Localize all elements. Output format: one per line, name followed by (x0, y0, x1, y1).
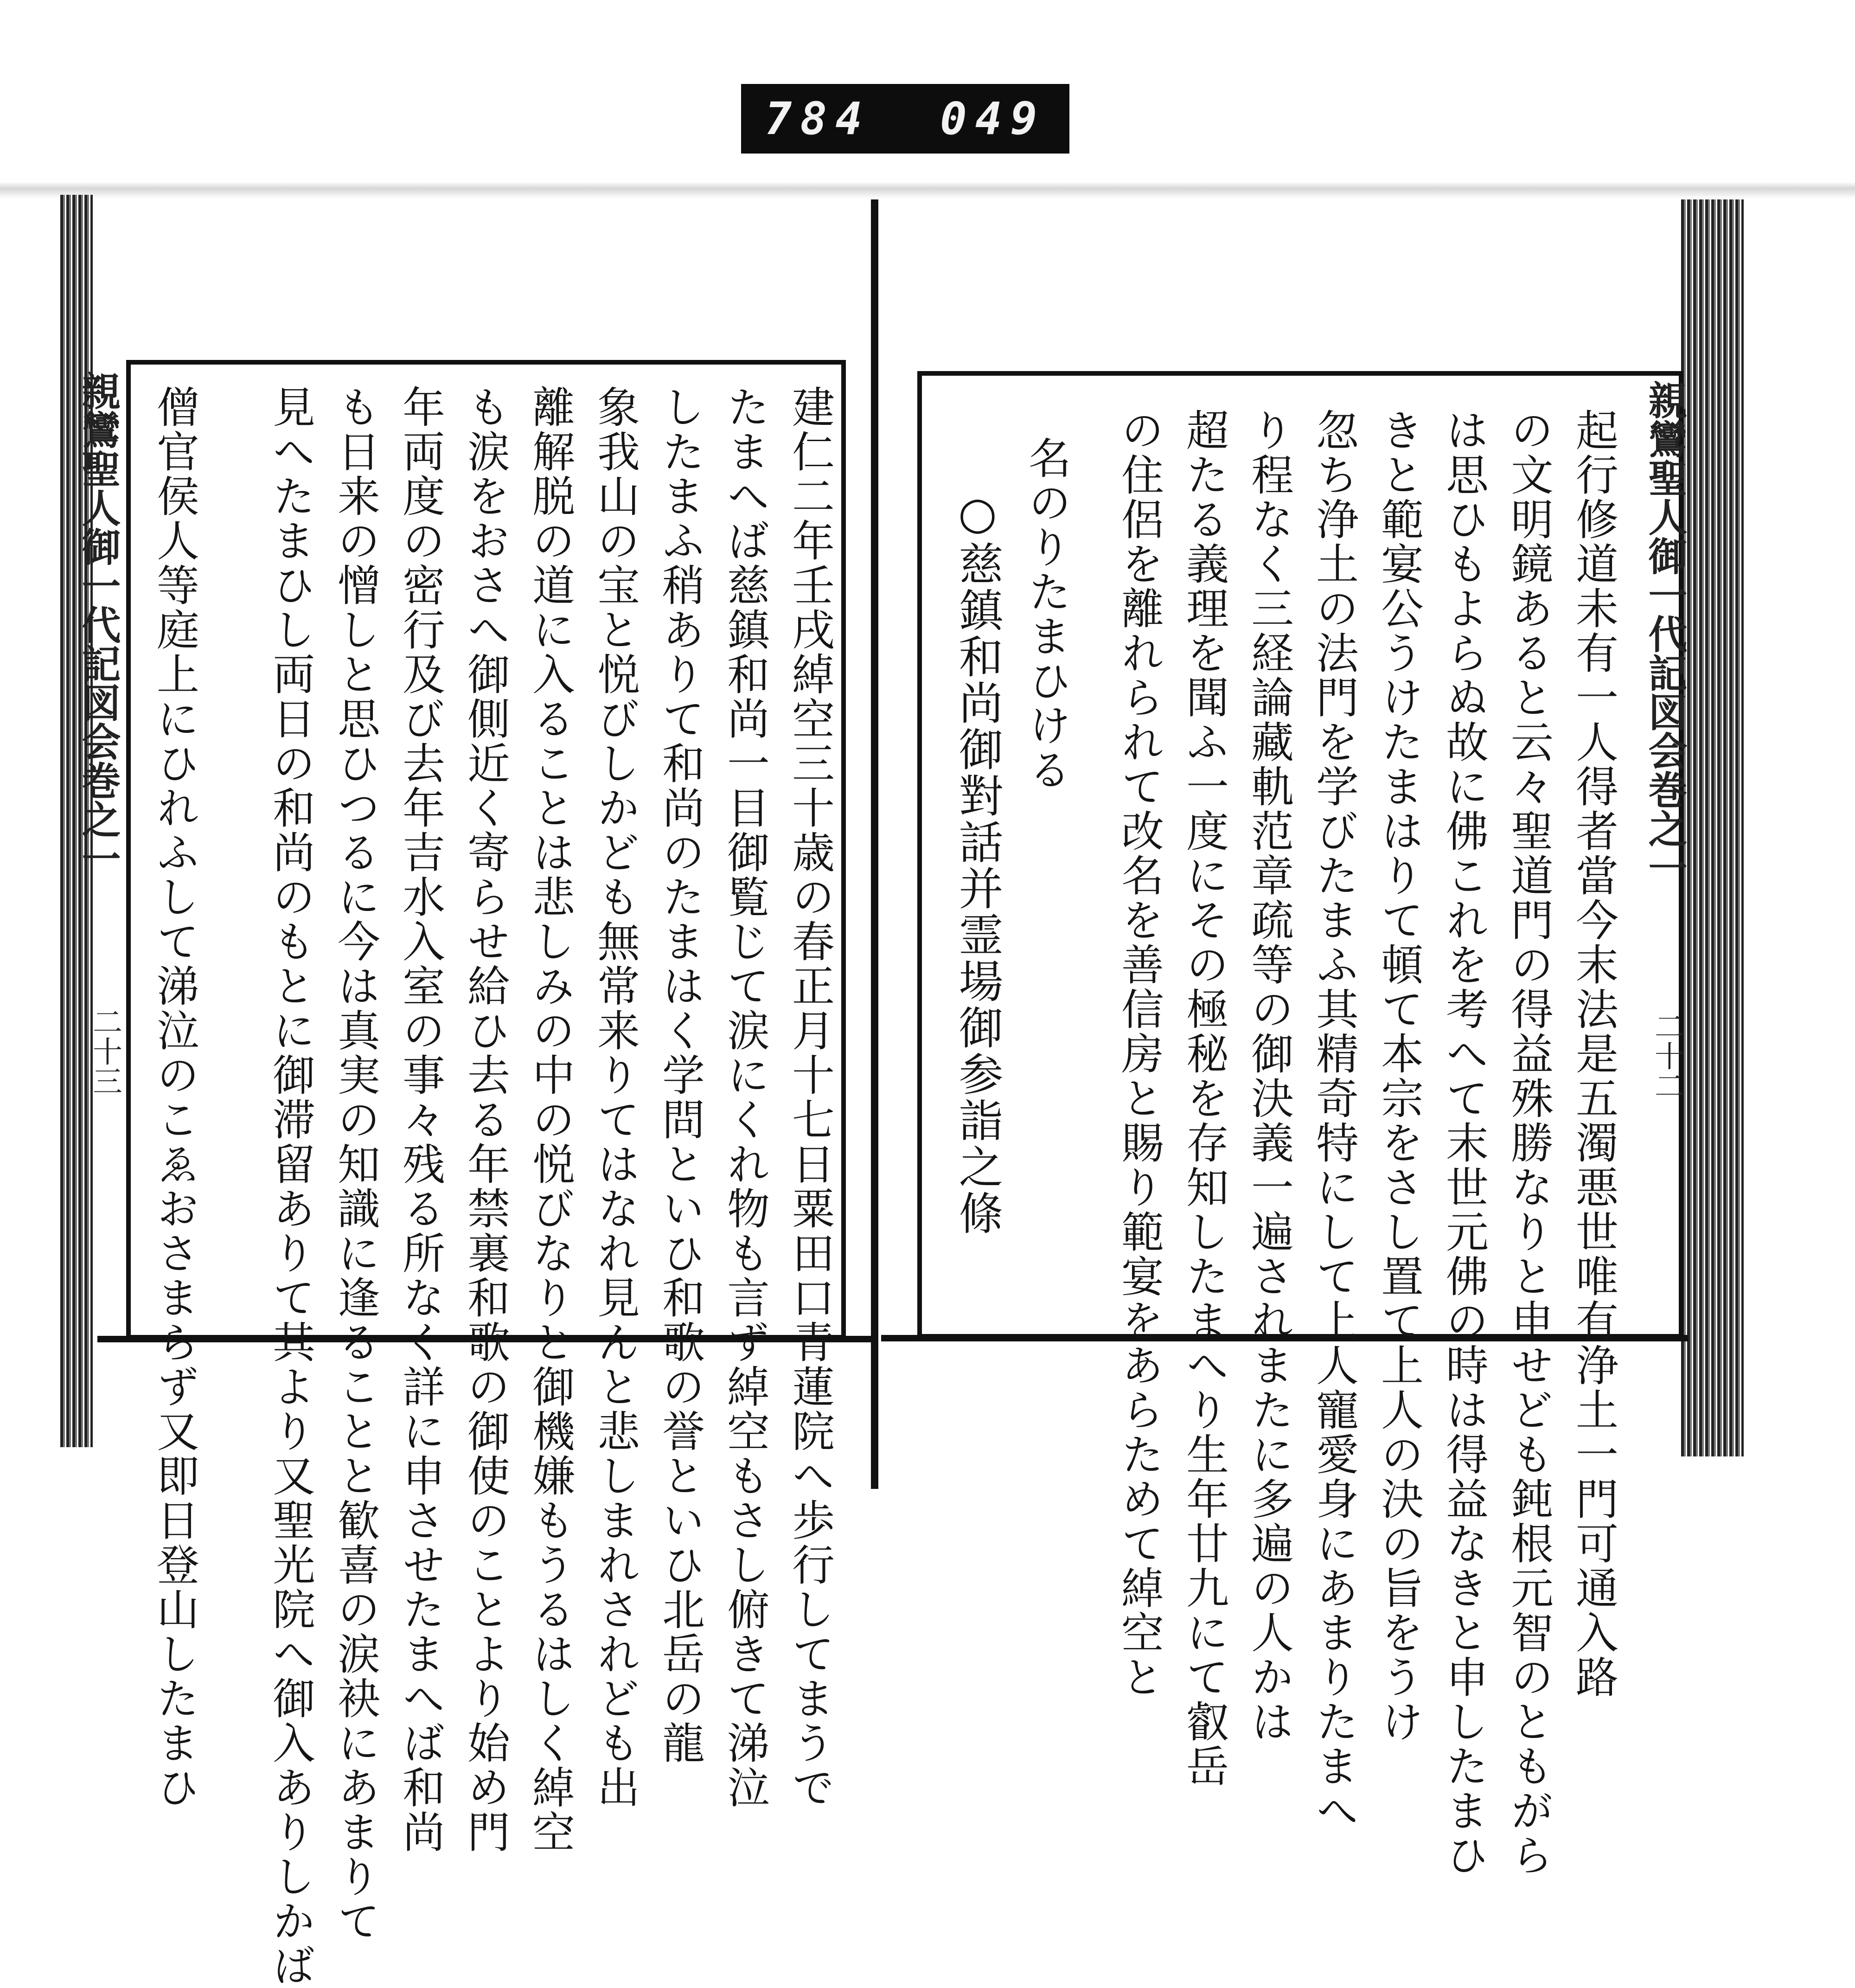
catalog-label (741, 84, 1069, 154)
right-column: り程なく三経論藏軌范章疏等の御決義一遍されまたに多遍の人かは (1244, 408, 1294, 1744)
left-column: も涙をおさへ御側近く寄らせ給ひ去る年禁裏和歌の御使のことより始め門 (461, 385, 510, 1854)
catalog-label-left: 784 (765, 93, 870, 145)
left-folio: 二十三 (88, 1007, 122, 1096)
left-column: 象我山の宝と悦びしかども無常来りてはなれ見んと悲しまれされども出 (590, 385, 640, 1810)
right-column: 超たる義理を聞ふ一度にその極秘を存知したまへり生年廿九にて叡岳 (1179, 408, 1229, 1789)
fold-shadow (0, 182, 1855, 199)
section-heading: ○慈鎮和尚御對話并霊場御参詣之條 (952, 487, 1004, 1237)
right-folio: 二十二 (1650, 1011, 1684, 1100)
right-running-head: 親鸞聖人御一代記図会巻之一 (1642, 380, 1688, 887)
right-column: 起行修道未有一人得者當今末法是五濁悪世唯有浄土一門可通入路 (1569, 408, 1618, 1699)
right-column: 名のりたまひける (1022, 436, 1071, 792)
left-column: したまふ稍ありて和尚のたまはく学問といひ和歌の誉といひ北岳の龍 (655, 385, 705, 1765)
left-column: 僧官侯人等庭上にひれふして涕泣のこゑおさまらず又即日登山したまひ (150, 385, 199, 1810)
right-column: は思ひもよらぬ故に佛これを考へて末世元佛の時は得益なきと申したまひ (1439, 408, 1489, 1878)
right-column: きと範宴公うけたまはりて頓て本宗をさし置て上人の決の旨をうけ (1374, 408, 1424, 1744)
right-column: 忽ち浄土の法門を学びたまふ其精奇特にして上人寵愛身にあまりたまへ (1309, 408, 1359, 1833)
spine-gutter (871, 199, 878, 1489)
left-column: も日来の憎しと思ひつるに今は真実の知識に逢ることと歓喜の涙袂にあまりて (331, 385, 380, 1943)
left-column: たまへば慈鎮和尚一目御覧じて涙にくれ物も言ず綽空もさし俯きて涕泣 (720, 385, 770, 1810)
left-running-head: 親鸞聖人御一代記図会巻之一 (76, 371, 122, 878)
left-column: 見へたまひし両日の和尚のもとに御滞留ありて其より又聖光院へ御入ありしかば (266, 385, 315, 1988)
catalog-label-right: 049 (940, 93, 1046, 145)
right-column: の文明鏡あると云々聖道門の得益殊勝なりと申せども鈍根元智のともがら (1504, 408, 1554, 1878)
right-column: の住侶を離れられて改名を善信房と賜り範宴をあらためて綽空と (1114, 408, 1164, 1699)
left-column: 年両度の密行及び去年吉水入室の事々残る所なく詳に申させたまへば和尚 (396, 385, 445, 1854)
left-column: 離解脱の道に入ることは悲しみの中の悦びなりと御機嫌もうるはしく綽空 (525, 385, 575, 1854)
left-column: 建仁二年壬戌綽空三十歳の春正月十七日粟田口青蓮院へ歩行してまうで (785, 385, 835, 1810)
